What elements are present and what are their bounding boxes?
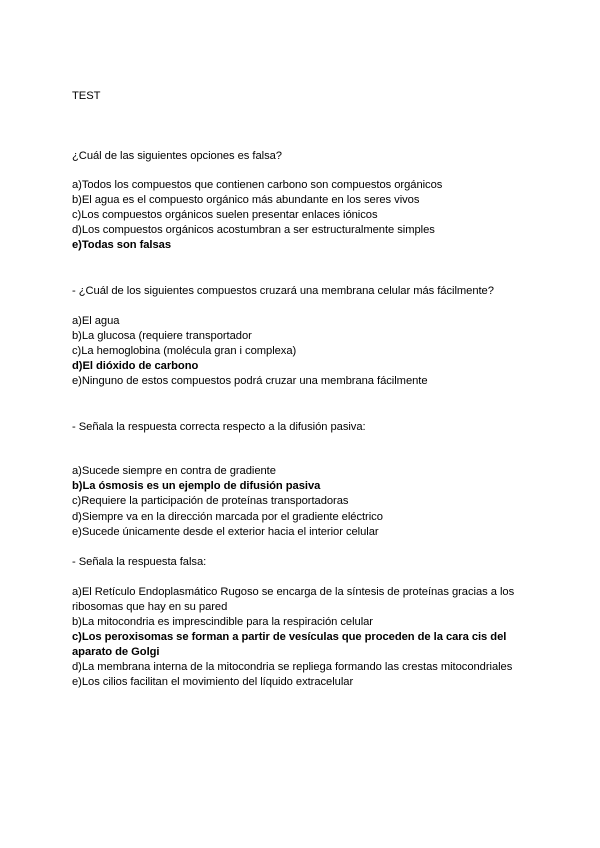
question-2-option-a: a)El agua [72,315,120,327]
question-1-option-e-correct: e)Todas son falsas [72,239,171,251]
question-1-option-a: a)Todos los compuestos que contienen carbono son compuestos orgánicos [72,179,443,191]
question-4-option-a-continued: ribosomas que hay en su pared [72,601,228,613]
question-3-option-b-correct: b)La ósmosis es un ejemplo de difusión pasiva [72,480,321,492]
question-3-option-e: e)Sucede únicamente desde el exterior hacia el interior celular [72,526,379,538]
question-3-option-a: a)Sucede siempre en contra de gradiente [72,465,276,477]
question-1-option-b: b)El agua es el compuesto orgánico más abundante en los seres vivos [72,194,420,206]
question-1-option-c: c)Los compuestos orgánicos suelen presentar enlaces iónicos [72,209,378,221]
question-4-option-c-continued: aparato de Golgi [72,646,160,658]
document-title: TEST [72,90,101,102]
question-3-option-c: c)Requiere la participación de proteínas transportadoras [72,495,349,507]
question-1-option-d: d)Los compuestos orgánicos acostumbran a ser estructuralmente simples [72,224,435,236]
question-2-option-c: c)La hemoglobina (molécula gran i complexa) [72,345,297,357]
question-2-option-e: e)Ninguno de estos compuestos podrá cruzar una membrana fácilmente [72,375,428,387]
question-4-option-d: d)La membrana interna de la mitocondria se repliega formando las crestas mitocondriales [72,661,513,673]
question-4-option-b: b)La mitocondria es imprescindible para la respiración celular [72,616,373,628]
question-2-option-b: b)La glucosa (requiere transportador [72,330,252,342]
question-3-option-d: d)Siempre va en la dirección marcada por el gradiente eléctrico [72,511,383,523]
question-3-prompt: - Señala la respuesta correcta respecto a la difusión pasiva: [72,421,366,433]
question-2-option-d-correct: d)El dióxido de carbono [72,360,199,372]
question-2-prompt: - ¿Cuál de los siguientes compuestos cruzará una membrana celular más fácilmente? [72,285,494,297]
question-4-prompt: - Señala la respuesta falsa: [72,556,207,568]
question-1-prompt: ¿Cuál de las siguientes opciones es falsa? [72,150,282,162]
question-4-option-e: e)Los cilios facilitan el movimiento del líquido extracelular [72,676,354,688]
question-4-option-c-correct: c)Los peroxisomas se forman a partir de vesículas que proceden de la cara cis del [72,631,507,643]
question-4-option-a: a)El Retículo Endoplasmático Rugoso se encarga de la síntesis de proteínas gracias a los [72,586,515,598]
